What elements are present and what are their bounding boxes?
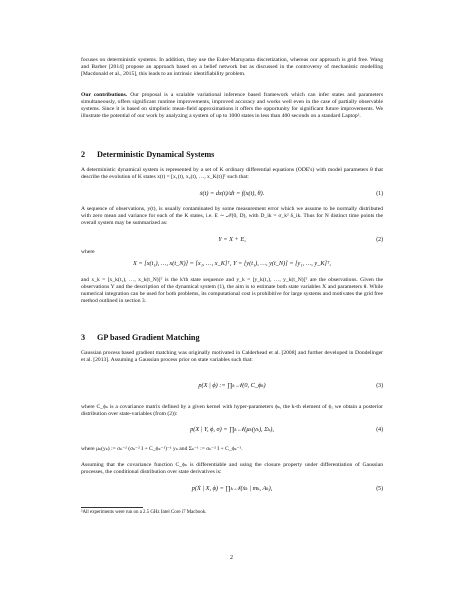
- section2-number: 2: [81, 150, 86, 159]
- section2-heading: [81, 150, 383, 160]
- section3-paragraph-1: Gaussian process based gradient matching was originally motivated in Calderhead et al. [2008] and further developed in Dondelinger et al. [2013]. Assuming a Gaussian process prior on state variables such that:: [81, 350, 383, 364]
- section3-heading: [81, 333, 383, 343]
- equation-1-text: ẋ(t) = dx(t)/dt = f(x(t), θ).: [199, 190, 265, 197]
- equation-2-text: Y = X + E,: [218, 236, 246, 243]
- equation-2: [81, 236, 383, 244]
- section3-paragraph-3: where μₖ(yₖ) := σₖ⁻² (σₖ⁻² I + C_ϕₖ⁻¹)⁻¹ yₖ and Σₖ⁻¹ := σₖ⁻² I + C_ϕₖ⁻¹.: [81, 446, 243, 452]
- equation-5-number: (5): [376, 486, 383, 492]
- equation-5-text: p(Ẋ | X, ϕ) = ∏ₖ 𝒩(ẋₖ | mₖ, Aₖ),: [191, 485, 273, 492]
- equation-4: [81, 426, 383, 434]
- contributions-label: Our contributions.: [81, 92, 128, 98]
- equation-3: [81, 382, 383, 390]
- section3-title: GP based Gradient Matching: [97, 333, 200, 342]
- intro-paragraph: focuses on deterministic systems. In addition, they use the Euler-Maruyama discretization, whereas our approach is grid free. Wang and Barber [2014] propose an approach based on a belief network but as discussed in the controversy of mechanistic modelling [Macdonald et al., 2015], this leads to an intrinsic identifiability problem.: [81, 57, 383, 78]
- contributions-paragraph: [81, 92, 383, 120]
- section2-paragraph-3: and x_k = [x_k(t₁), …, x_k(t_N)]ᵀ is the k'th state sequence and y_k = [y_k(t₁), …, y_k(t_N)]ᵀ are the observations. Given the observations Y and the description of the dynamical system (1), the aim is to estimate both state variables X and parameters θ. While numerical integration can be used for both problems, its computational cost is prohibitive for large systems and motivates the grid free method outlined in section 3.: [81, 277, 383, 305]
- footnote: ²All experiments were run on a 2.5 GHz Intel Core i7 Macbook.: [81, 510, 207, 515]
- equation-5: [81, 485, 383, 493]
- section2-title: Deterministic Dynamical Systems: [97, 150, 215, 159]
- equation-1-number: (1): [376, 191, 383, 197]
- section2-paragraph-2: A sequence of observations, y(t), is usually contaminated by some measurement error which we assume to be normally distributed with zero mean and variance for each of the K states, i.e. E ∼ 𝒩(0, D), with D_ik = σ_k² δ_ik. Thus for N distinct time points the overall system may be summarized as:: [81, 206, 383, 227]
- equation-4-number: (4): [376, 427, 383, 433]
- page-number: 2: [230, 555, 233, 561]
- footnote-rule: [81, 507, 143, 508]
- equation-definitions: X = [x(t₁), …, x(t_N)] = [x₁, …, x_K]ᵀ, Y = [y(t₁), …, y(t_N)] = [y₁, …, y_K]ᵀ,: [133, 260, 331, 267]
- equation-2-number: (2): [376, 237, 383, 243]
- where-label: where: [81, 249, 95, 255]
- section3-paragraph-2: where C_ϕₖ is a covariance matrix defined by a given kernel with hyper-parameters ϕₖ, the k-th element of ϕ, we obtain a posterior distribution over state-variables (from (2)):: [81, 404, 383, 418]
- equation-4-text: p(X | Y, ϕ, σ) = ∏ₖ 𝒩(μₖ(yₖ), Σₖ),: [190, 426, 274, 433]
- section3-paragraph-4: Assuming that the covariance function C_ϕₖ is differentiable and using the closure property under differentiation of Gaussian processes, the conditional distribution over state derivatives is:: [81, 462, 383, 476]
- equation-1: [81, 190, 383, 198]
- equation-3-number: (3): [376, 383, 383, 389]
- section2-paragraph-1: A deterministic dynamical system is represented by a set of K ordinary differential equations (ODE's) with model parameters θ that describe the evolution of K states x(t) = [x₁(t), x₂(t), …, x_K(t)]ᵀ such that:: [81, 167, 383, 181]
- section3-number: 3: [81, 333, 86, 342]
- contributions-text: Our proposal is a scalable variational inference based framework which can infer states and parameters simultaneously, offers significant runtime improvements, improved accuracy and works well even in the case of partially observable systems. Since it is based on simplistic mean-field approximations it offers the opportunity for significant future improvements. We illustrate the potential of our work by analyzing a system of up to 1000 states in less than 400 seconds on a standard Laptop².: [81, 92, 384, 120]
- equation-3-text: p(X | ϕ) := ∏ₖ 𝒩(0, C_ϕₖ): [198, 382, 266, 389]
